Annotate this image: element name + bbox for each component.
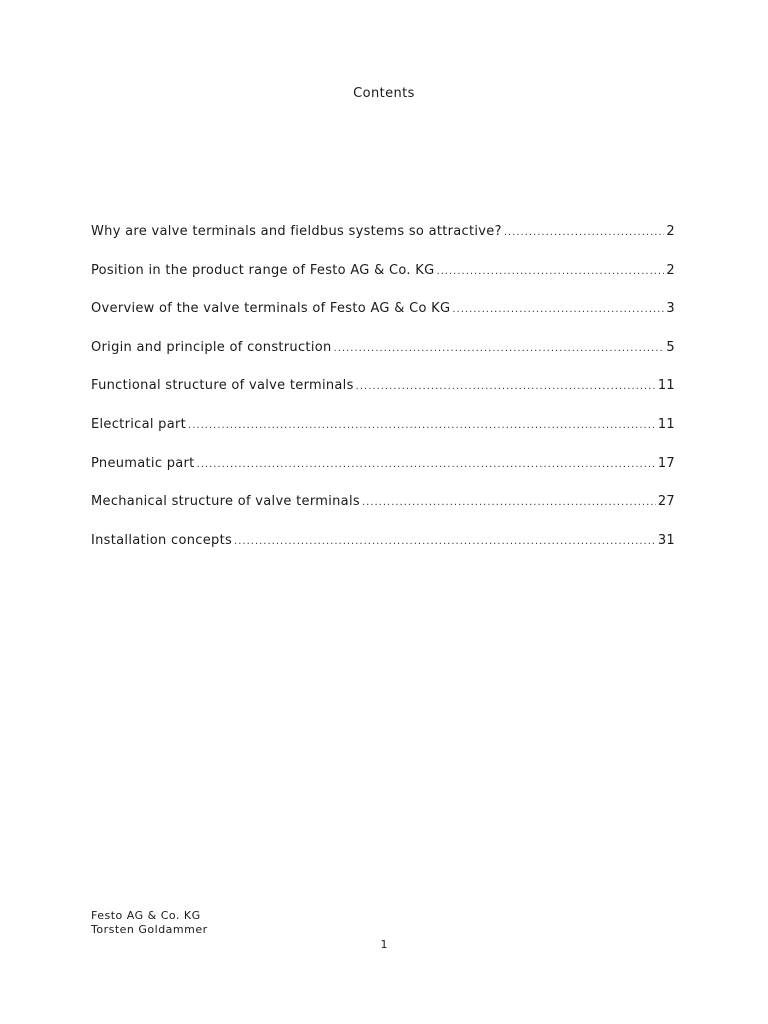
toc-leader-dots	[356, 381, 656, 392]
toc-leader-dots	[234, 536, 656, 547]
toc-entry-title: Pneumatic part	[91, 455, 195, 471]
toc-entry-title: Installation concepts	[91, 532, 233, 548]
toc-entry-title: Electrical part	[91, 416, 187, 432]
toc-leader-dots	[452, 304, 664, 315]
toc-leader-dots	[334, 343, 665, 354]
toc-entry-page: 3	[666, 301, 675, 317]
toc-entry-page: 27	[657, 494, 675, 510]
footer-author: Torsten Goldammer	[91, 923, 208, 936]
toc-leader-dots	[188, 420, 656, 431]
toc-entry-title: Position in the product range of Festo AG & Co. KG	[91, 262, 435, 278]
toc-entry-product-range[interactable]	[91, 263, 675, 302]
toc-entry-electrical-part[interactable]	[91, 417, 675, 456]
toc-entry-pneumatic-part[interactable]	[91, 456, 675, 495]
toc-entry-mechanical-structure[interactable]	[91, 494, 675, 533]
toc-leader-dots	[436, 266, 664, 277]
toc-entry-page: 2	[666, 224, 675, 239]
toc-entry-title: Mechanical structure of valve terminals	[91, 494, 360, 510]
toc-leader-dots	[197, 459, 656, 470]
toc-leader-dots	[362, 497, 656, 508]
page-title: Contents	[353, 86, 415, 101]
footer-company: Festo AG & Co. KG	[91, 909, 201, 922]
toc-leader-dots	[504, 227, 665, 238]
toc-entry-title: Overview of the valve terminals of Festo AG & Co KG	[91, 301, 451, 317]
toc-entry-title: Why are valve terminals and fieldbus systems so attractive?	[91, 224, 502, 239]
toc-entry-overview[interactable]	[91, 301, 675, 340]
toc-entry-page: 31	[657, 532, 675, 548]
table-of-contents	[91, 224, 675, 571]
toc-entry-title: Origin and principle of construction	[91, 339, 332, 355]
toc-entry-page: 11	[657, 416, 675, 432]
toc-entry-page: 11	[657, 378, 675, 394]
toc-entry-title: Functional structure of valve terminals	[91, 378, 354, 394]
page-number: 1	[380, 938, 388, 951]
toc-entry-origin-principle[interactable]	[91, 340, 675, 379]
toc-entry-page: 17	[657, 455, 675, 471]
toc-entry-installation-concepts[interactable]	[91, 533, 675, 572]
toc-entry-page: 2	[666, 262, 675, 278]
toc-entry-functional-structure[interactable]	[91, 378, 675, 417]
page-footer	[91, 909, 208, 937]
toc-entry-page: 5	[666, 339, 675, 355]
toc-entry-valve-terminals-attractive[interactable]	[91, 224, 675, 263]
